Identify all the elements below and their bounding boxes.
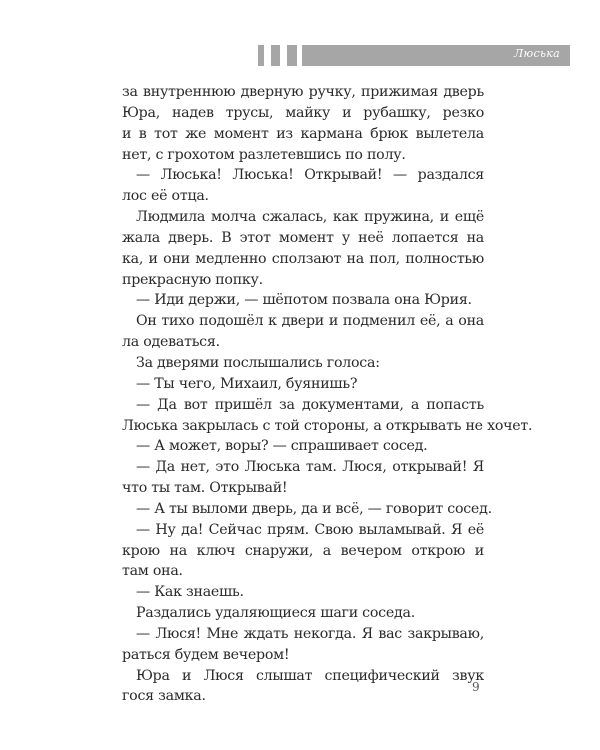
text-line: там она. bbox=[122, 563, 183, 580]
text-line: прекрасную попку. bbox=[122, 271, 263, 288]
text-line: гося замка. bbox=[122, 688, 206, 705]
text-line: жала дверь. В этот момент у неё лопается на bbox=[122, 229, 484, 246]
text-line: — Люся! Мне ждать некогда. Я вас закрываю, bbox=[136, 625, 484, 642]
text-line: — А может, воры? — спрашивает сосед. bbox=[136, 438, 428, 455]
text-line: — А ты выломи дверь, да и всё, — говорит сосед. bbox=[136, 500, 492, 517]
header-bar bbox=[258, 45, 264, 66]
text-line: ла одеваться. bbox=[122, 334, 220, 351]
text-line: лос её отца. bbox=[122, 188, 209, 205]
text-line: — Ты чего, Михаил, буянишь? bbox=[136, 375, 358, 392]
text-line: нет, с грохотом разлетевшись по полу. bbox=[122, 146, 406, 163]
text-line: что ты там. Открывай! bbox=[122, 480, 288, 497]
header-bar bbox=[271, 45, 280, 66]
text-line: ка, и они медленно сползают на пол, полностью bbox=[122, 250, 484, 267]
text-line: Люська закрылась с той стороны, а открывать не хочет. bbox=[122, 417, 533, 434]
text-line: — Как знаешь. bbox=[136, 584, 244, 601]
text-line: — Да вот пришёл за документами, а попасть bbox=[136, 396, 484, 413]
text-line: Он тихо подошёл к двери и подменил её, а она bbox=[136, 313, 484, 330]
text-line: — Ну да! Сейчас прям. Свою выламывай. Я её bbox=[136, 521, 484, 538]
text-line: раться будем вечером! bbox=[122, 646, 290, 663]
text-line: Раздались удаляющиеся шаги соседа. bbox=[136, 605, 415, 622]
text-line: — Люська! Люська! Открывай! — раздался bbox=[136, 167, 484, 184]
body-text bbox=[122, 82, 533, 707]
text-line: и в тот же момент из кармана брюк вылетела bbox=[122, 125, 484, 142]
text-line: — Иди держи, — шёпотом позвала она Юрия. bbox=[136, 292, 472, 309]
text-line: крою на ключ снаружи, а вечером открою и bbox=[122, 542, 484, 559]
text-line: за внутреннюю дверную ручку, прижимая дверь bbox=[122, 84, 484, 100]
running-header bbox=[302, 45, 570, 66]
running-title: Люська bbox=[514, 47, 560, 60]
text-line: — Да нет, это Люська там. Люся, открывай! Я bbox=[136, 459, 484, 476]
header-bar bbox=[287, 45, 297, 66]
text-line: Людмила молча сжалась, как пружина, и ещё bbox=[136, 209, 484, 226]
text-line: Юра и Люся слышат специфический звук bbox=[136, 667, 484, 684]
text-line: За дверями послышались голоса: bbox=[136, 354, 380, 371]
page-number: 9 bbox=[472, 680, 480, 694]
text-line: Юра, надев трусы, майку и рубашку, резко bbox=[122, 104, 484, 121]
